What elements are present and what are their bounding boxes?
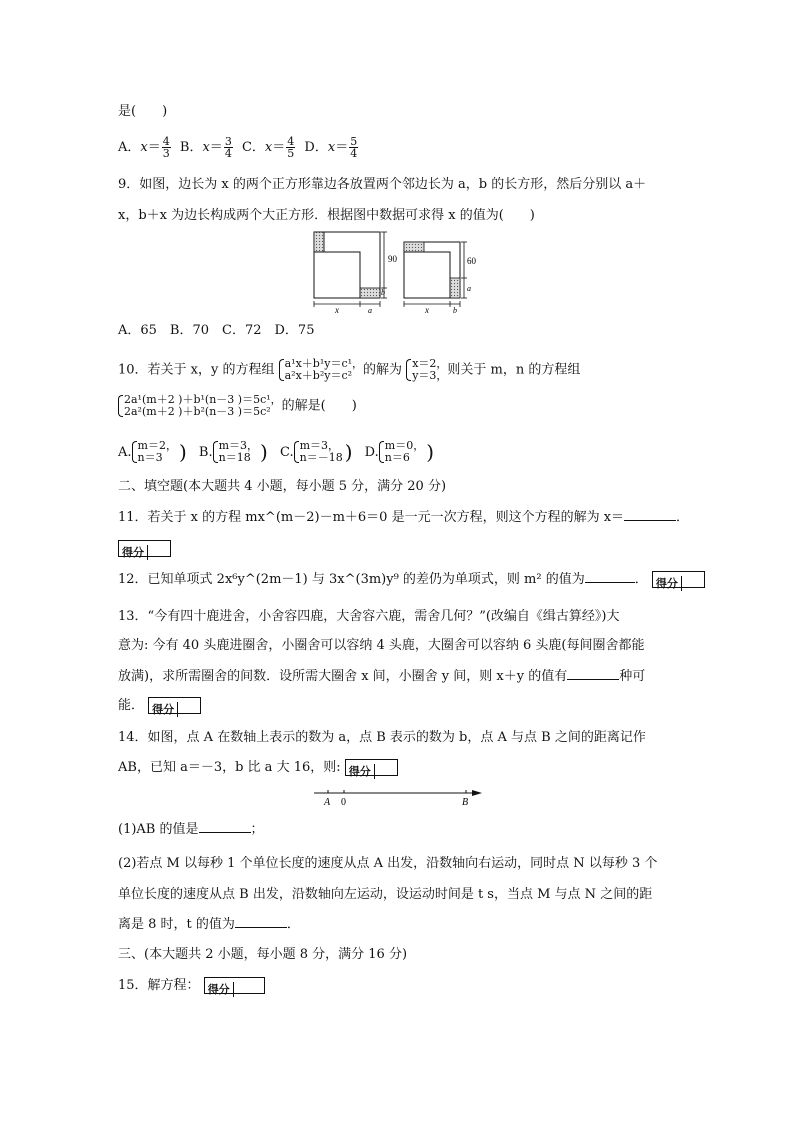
q11-answer-blank[interactable] <box>624 520 676 521</box>
q13-line4: 能． 得分 <box>118 697 201 715</box>
q9-left-x-label: x <box>335 305 339 315</box>
q9-left-square <box>314 232 387 307</box>
q10-line2: 2a¹(m＋2 )＋b¹(n－3 )＝5c¹， 2a²(m＋2 )＋b²(n－3 )＝5c² 的解是( ) <box>118 394 357 418</box>
q13-line2: 意为: 今有 40 头鹿进圈舍，小圈舍可以容纳 4 头鹿，大圈舍可以容纳 6 头鹿(每间圈舍都能 <box>118 638 645 653</box>
point-b-label: B <box>462 797 469 808</box>
q14-part2-line2: 单位长度的速度从点 B 出发，沿数轴向左运动，设运动时间是 t s，当点 M 与点 N 之间的距 <box>118 887 653 902</box>
q9-left-b-label: b <box>381 288 385 297</box>
q15-score-box[interactable]: 得分 <box>204 977 265 994</box>
q10-option-a: A. m＝2， n＝3 ) <box>118 439 187 464</box>
q11-score-row <box>118 540 171 558</box>
q13-line3: 放满)，求所需圈舍的间数．设所需大圈舍 x 间，小圈舍 y 间，则 x＋y 的值有 种可 <box>118 669 646 684</box>
q12-text: 12．已知单项式 2x⁶y^(2m－1) 与 3x^(3m)y⁹ 的差仍为单项式，则 m² 的值为 ． 得分 <box>118 571 705 589</box>
q14-part1: (1)AB 的值是 ； <box>118 822 264 837</box>
q10-option-b: B. m＝3， n＝18 ) <box>198 439 268 464</box>
section-2-heading: 二、填空题(本大题共 4 小题，每小题 5 分，满分 20 分) <box>118 479 447 494</box>
q8-option-c: C．x＝ $\frac{4}{5}$ <box>241 135 295 160</box>
q9-left-a-label: a <box>368 306 372 315</box>
q10-solution: x＝2， y＝3， <box>406 358 447 382</box>
q9-line1: 9．如图，边长为 x 的两个正方形靠边各放置两个邻边长为 a，b 的长方形，然后分别以 a＋ <box>118 177 647 192</box>
q8-option-b: B．x＝ $\frac{3}{4}$ <box>179 135 232 160</box>
q9-line2: x，b＋x 为边长构成两个大正方形．根据图中数据可求得 x 的值为( ) <box>118 208 535 223</box>
q10-option-c: C. m＝3， n＝－18 ) <box>280 439 353 464</box>
q9-right-square <box>404 242 467 307</box>
q14-part1-blank[interactable] <box>199 832 251 833</box>
q9-right-b-label: b <box>453 306 457 315</box>
q13-answer-blank[interactable] <box>567 679 619 680</box>
q10-options <box>118 440 434 464</box>
q14-part2-blank[interactable] <box>235 927 287 928</box>
q9-right-a-label: a <box>467 284 471 293</box>
q15-text: 15．解方程： 得分 <box>118 977 265 995</box>
q12-answer-blank[interactable] <box>585 582 635 583</box>
q9-left-height-label: 90 <box>388 254 397 264</box>
q10-option-d: D. m＝0， n＝6 ) <box>364 439 435 464</box>
q14-line2: AB，已知 a＝－3，b 比 a 大 16，则: 得分 <box>118 759 398 777</box>
q8-option-d: D．x＝ $\frac{5}{4}$ <box>304 135 358 160</box>
point-a-label: A <box>324 797 331 808</box>
q8-stem-tail: 是( ) <box>118 104 168 119</box>
q8-options <box>118 136 359 159</box>
q14-part2-line1: (2)若点 M 以每秒 1 个单位长度的速度从点 A 出发，沿数轴向右运动，同时点 N 以每秒 3 个 <box>118 856 658 871</box>
q11-text: 11．若关于 x 的方程 mx^(m－2)－m＋6＝0 是一元一次方程，则这个方程的解为 x＝ ． <box>118 510 690 525</box>
q10-system-xy: a¹x＋b¹y＝c¹， a²x＋b²y＝c² <box>279 358 363 382</box>
q10-system-mn: 2a¹(m＋2 )＋b¹(n－3 )＝5c¹， 2a²(m＋2 )＋b²(n－3 )＝5c² <box>118 394 282 418</box>
q12-score-box[interactable]: 得分 <box>652 571 705 588</box>
section-3-heading: 三、(本大题共 2 小题，每小题 8 分，满分 16 分) <box>118 947 408 962</box>
q13-score-box[interactable]: 得分 <box>148 697 201 714</box>
q9-figure <box>300 228 480 316</box>
q14-number-line <box>312 784 484 808</box>
q9-right-height-label: 60 <box>467 256 476 266</box>
q14-score-box[interactable]: 得分 <box>345 759 398 776</box>
q8-option-a: A．x＝ $\frac{4}{3}$ <box>118 135 170 160</box>
q13-line1: 13．“今有四十鹿进舍，小舍容四鹿，大舍容六鹿，需舍几何？”(改编自《缉古算经》)大 <box>118 609 620 624</box>
q11-score-box[interactable]: 得分 <box>118 540 171 557</box>
q14-line1: 14．如图，点 A 在数轴上表示的数为 a，点 B 表示的数为 b，点 A 与点 B 之间的距离记作 <box>118 730 646 745</box>
q10-line1: 10．若关于 x，y 的方程组 a¹x＋b¹y＝c¹， a²x＋b²y＝c² 的解为 x＝2， y＝3， 则关于 m，n 的方程组 <box>118 357 581 382</box>
q9-right-x-label: x <box>425 305 429 315</box>
q14-part2-line3: 离是 8 时，t 的值为 ． <box>118 917 300 932</box>
q9-options: A．65 B．70 C．72 D．75 <box>118 323 315 338</box>
origin-label: 0 <box>341 797 346 808</box>
